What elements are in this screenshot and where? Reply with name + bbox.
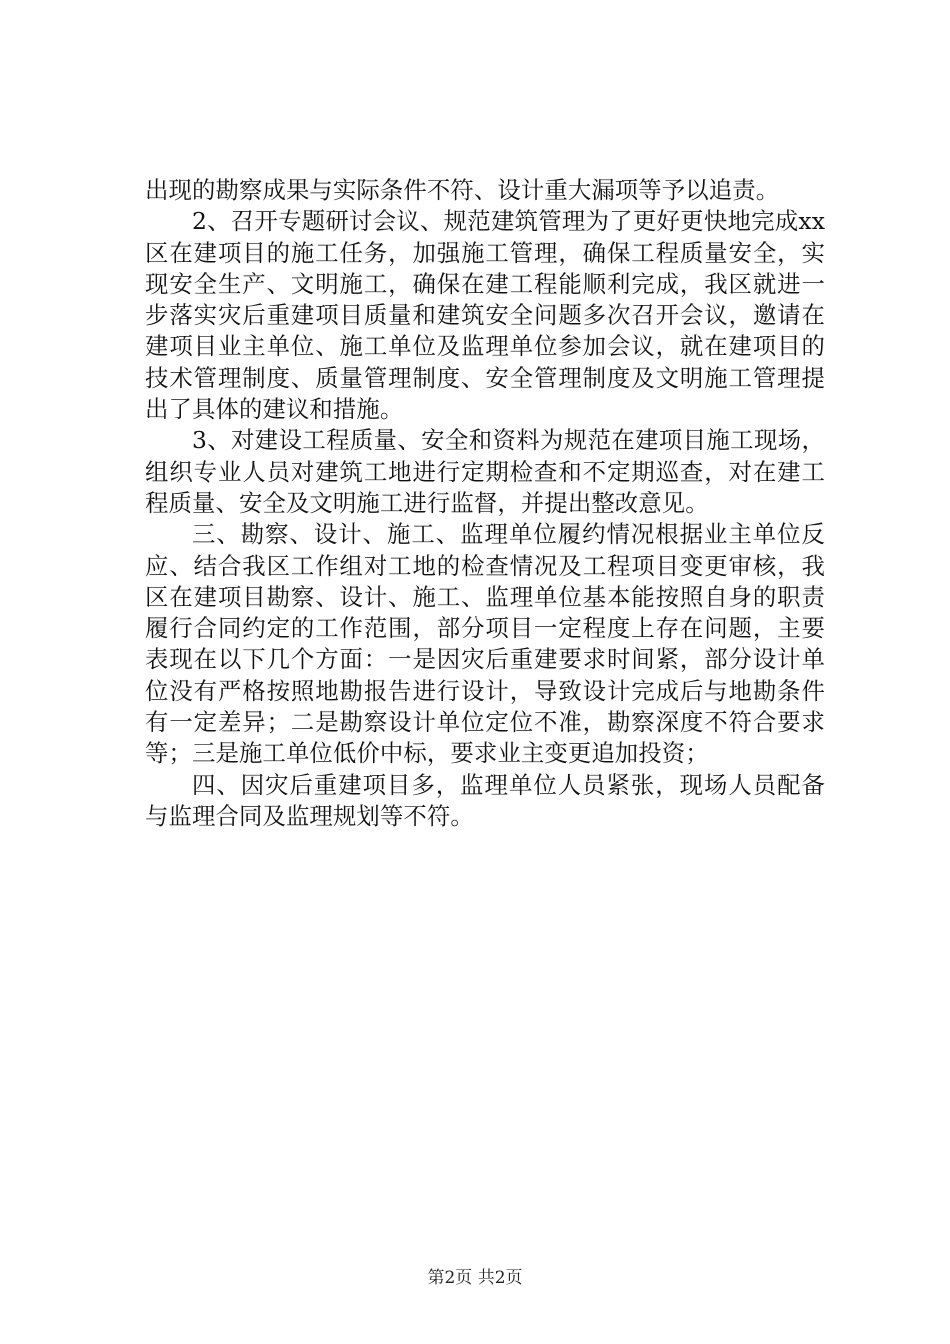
paragraph-section-4: 四、因灾后重建项目多，监理单位人员紧张，现场人员配备与监理合同及监理规划等不符。 (145, 770, 825, 830)
document-body (145, 175, 825, 832)
paragraph-section-3: 三、勘察、设计、施工、监理单位履约情况根据业主单位反应、结合我区工作组对工地的检查情况及工程项目变更审核，我区在建项目勘察、设计、施工、监理单位基本能按照自身的职责履行合同约定的工作范围，部分项目一定程度上存在问题，主要表现在以下几个方面：一是因灾后重建要求时间紧，部分设计单位没有严格按照地勘报告进行设计，导致设计完成后与地勘条件有一定差异；二是勘察设计单位定位不准，勘察深度不符合要求等；三是施工单位低价中标，要求业主变更追加投资； (145, 520, 825, 768)
paragraph-item-2: 2、召开专题研讨会议、规范建筑管理为了更好更快地完成xx区在建项目的施工任务，加强施工管理，确保工程质量安全，实现安全生产、文明施工，确保在建工程能顺利完成，我区就进一步落实灾后重建项目质量和建筑安全问题多次召开会议，邀请在建项目业主单位、施工单位及监理单位参加会议，就在建项目的技术管理制度、质量管理制度、安全管理制度及文明施工管理提出了具体的建议和措施。 (145, 207, 825, 424)
paragraph-item-3: 3、对建设工程质量、安全和资料为规范在建项目施工现场，组织专业人员对建筑工地进行定期检查和不定期巡查，对在建工程质量、安全及文明施工进行监督，并提出整改意见。 (145, 426, 825, 517)
paragraph-continuation: 出现的勘察成果与实际条件不符、设计重大漏项等予以追责。 (145, 176, 780, 204)
page-footer: 第2页 共2页 (427, 1268, 523, 1288)
